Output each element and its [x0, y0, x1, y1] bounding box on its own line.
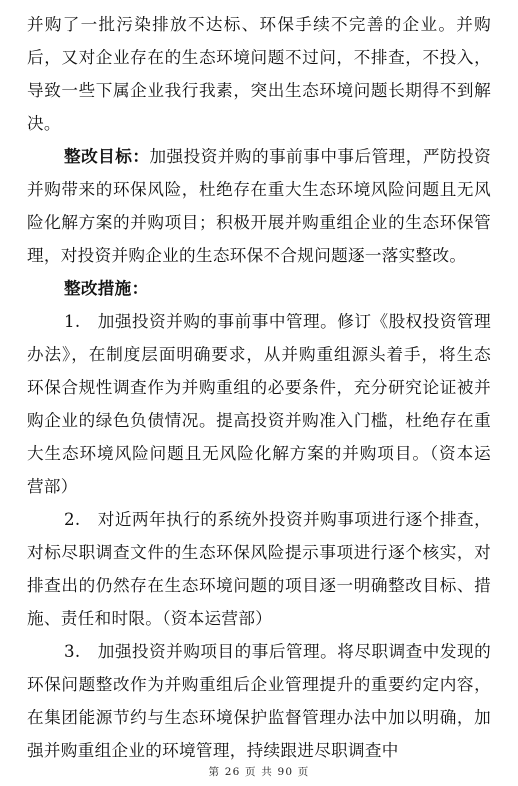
measure-text: 加强投资并购项目的事后管理。将尽职调查中发现的环保问题整改作为并购重组后企业管理提升的重要约定内容，在集团能源节约与生态环境保护监督管理办法中加以明确，加强并购重组企业的环境管理，持续跟进尽职调查中 [27, 642, 491, 760]
measure-item-3 [27, 635, 491, 767]
measure-text: 加强投资并购的事前事中管理。修订《股权投资管理办法》，在制度层面明确要求，从并购重组源头着手，将生态环保合规性调查作为并购重组的必要条件，充分研究论证被并购企业的绿色负债情况。提高投资并购准入门槛，杜绝存在重大生态环境风险问题且无风险化解方案的并购项目。（资本运营部） [27, 312, 491, 496]
paragraph-text: 并购了一批污染排放不达标、环保手续不完善的企业。并购后，又对企业存在的生态环境问题不过问，不排查，不投入，导致一些下属企业我行我素，突出生态环境问题长期得不到解决。 [27, 15, 491, 133]
measure-number: 1. [64, 312, 81, 331]
measure-number: 2. [64, 510, 81, 529]
page-footer: 第 26 页 共 90 页 [208, 766, 310, 778]
paragraph-rectification-measures-heading [27, 272, 491, 305]
document-body [27, 8, 491, 767]
paragraph-text: 加强投资并购的事前事中事后管理，严防投资并购带来的环保风险，杜绝存在重大生态环境风险问题且无风险化解方案的并购项目；积极开展并购重组企业的生态环保管理，对投资并购企业的生态环保不合规问题逐一落实整改。 [27, 147, 492, 265]
measure-text: 对近两年执行的系统外投资并购事项进行逐个排查，对标尽职调查文件的生态环保风险提示事项进行逐个核实，对排查出的仍然存在生态环境问题的项目逐一明确整改目标、措施、责任和时限。（资本运营部） [27, 510, 491, 628]
measure-item-1 [27, 305, 491, 503]
measure-number: 3. [64, 642, 81, 661]
paragraph-background [27, 8, 491, 140]
paragraph-rectification-goal [27, 140, 491, 272]
measure-item-2 [27, 503, 491, 635]
section-heading-measures: 整改措施： [64, 279, 149, 298]
section-heading-goal: 整改目标： [64, 147, 150, 166]
